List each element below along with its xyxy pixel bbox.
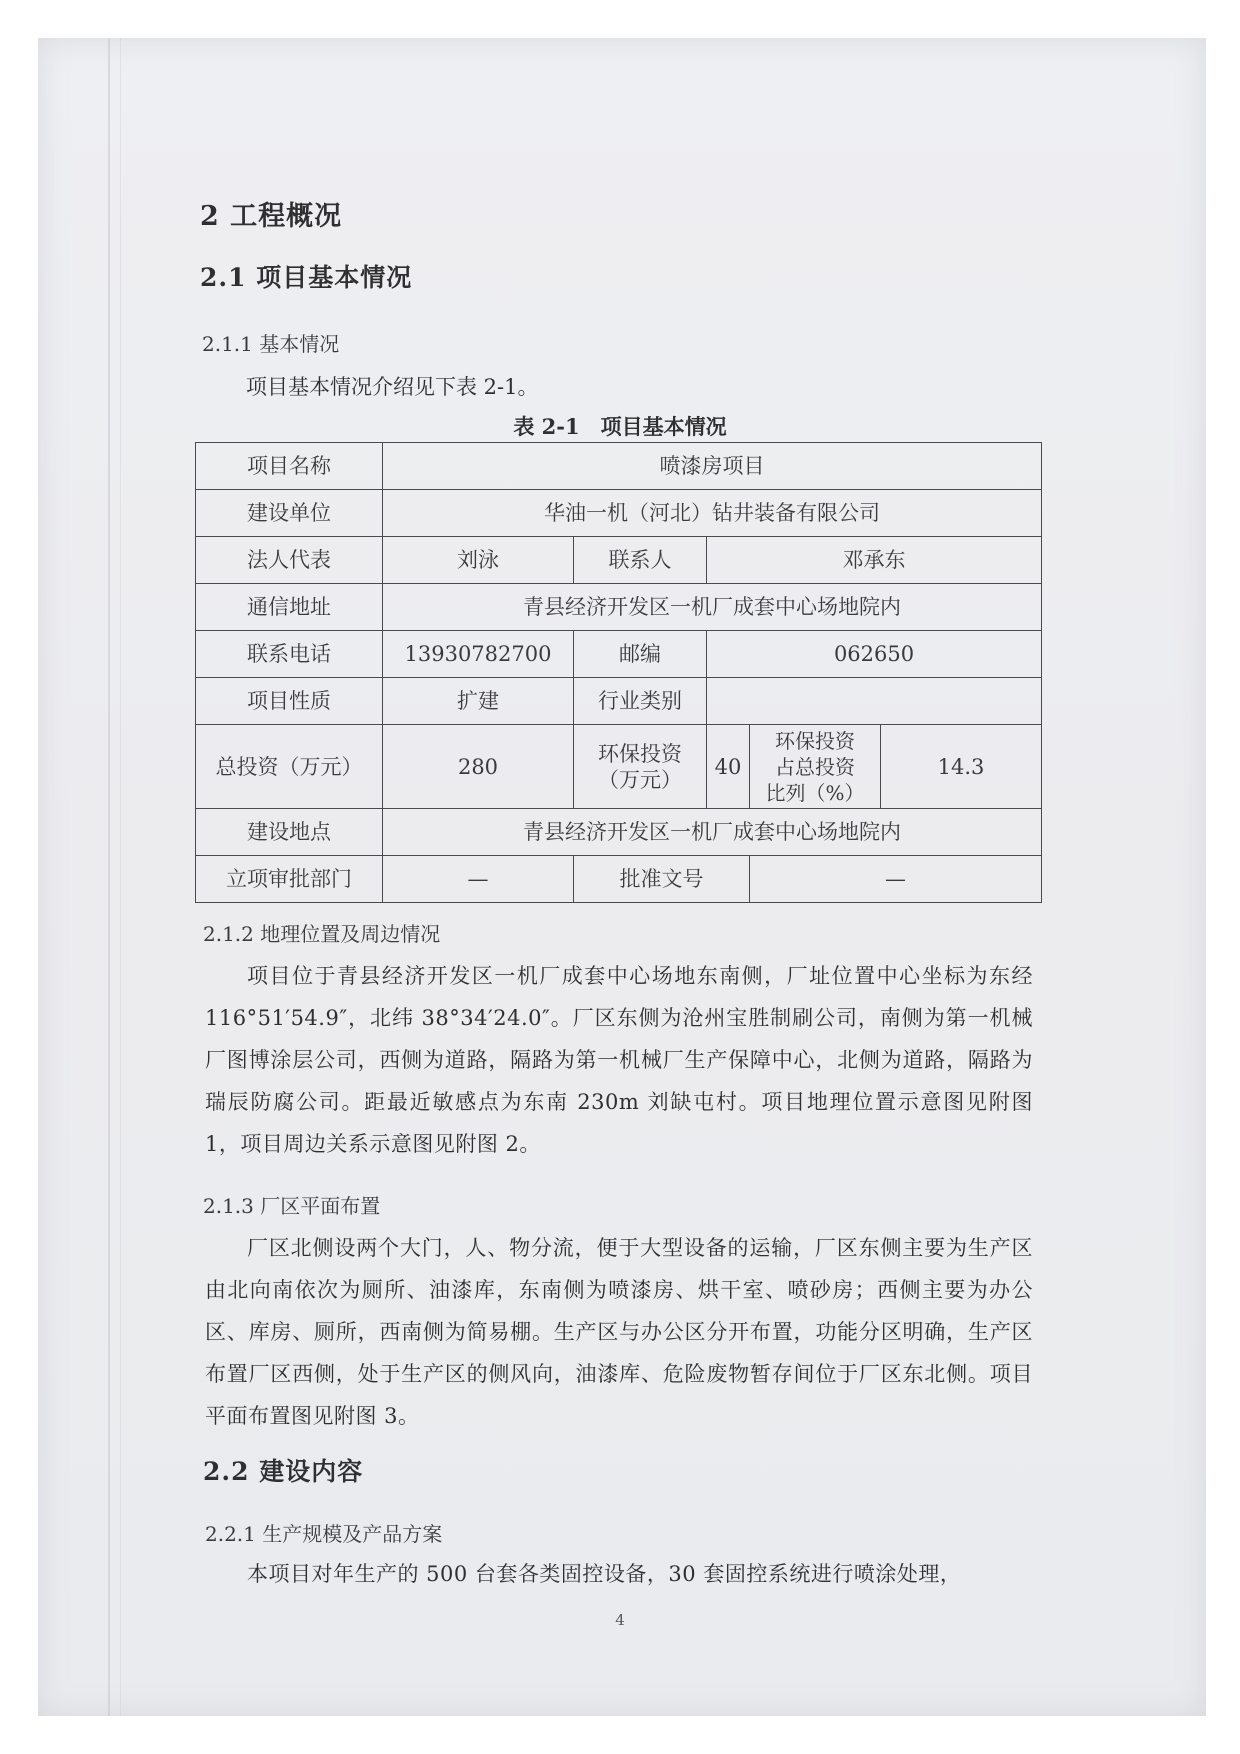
table-row — [196, 490, 1042, 537]
table-label-line: （万元） — [598, 767, 682, 792]
table-label-cell: 总投资（万元） — [196, 725, 383, 809]
table-label-line: 比列（%） — [765, 780, 865, 805]
table-row — [196, 856, 1042, 903]
table-value-cell: 13930782700 — [383, 631, 574, 678]
table-label-cell: 项目性质 — [196, 678, 383, 725]
subsection-title-2-1: 2.1 项目基本情况 — [200, 263, 413, 292]
table-value-cell: 40 — [707, 725, 750, 809]
paragraph-2-1-3: 厂区北侧设两个大门，人、物分流，便于大型设备的运输，厂区东侧主要为生产区由北向南依次为厕所、油漆库，东南侧为喷漆房、烘干室、喷砂房；西侧主要为办公区、库房、厕所，西南侧为简易棚。生产区与办公区分开布置，功能分区明确，生产区布置厂区西侧，处于生产区的侧风向，油漆库、危险废物暂存间位于厂区东北侧。项目平面布置图见附图 3。 — [205, 1236, 1033, 1428]
table-value-cell: 扩建 — [383, 678, 574, 725]
table-label-cell: 项目名称 — [196, 443, 383, 490]
table-label-cell: 联系人 — [574, 537, 707, 584]
heading-2-1-3: 2.1.3 厂区平面布置 — [203, 1194, 381, 1218]
table-label-cell: 建设单位 — [196, 490, 383, 537]
table-row — [196, 443, 1042, 490]
table-value-cell: 刘泳 — [383, 537, 574, 584]
table-label-cell: 邮编 — [574, 631, 707, 678]
table-label-cell: 行业类别 — [574, 678, 707, 725]
binding-line — [120, 38, 121, 1716]
table-label-line: 环保投资 — [775, 728, 855, 753]
table-label-cell: 立项审批部门 — [196, 856, 383, 903]
intro-paragraph: 项目基本情况介绍见下表 2-1。 — [246, 375, 539, 399]
table-label-cell — [750, 725, 881, 809]
table-value-cell: 青县经济开发区一机厂成套中心场地院内 — [383, 809, 1042, 856]
table-value-cell: 280 — [383, 725, 574, 809]
table-row — [196, 631, 1042, 678]
paragraph-2-2-1: 本项目对年生产的 500 台套各类固控设备，30 套固控系统进行喷涂处理， — [247, 1562, 962, 1586]
heading-2-2-1: 2.2.1 生产规模及产品方案 — [205, 1522, 443, 1546]
table-value-cell: 062650 — [707, 631, 1042, 678]
table-label-cell: 法人代表 — [196, 537, 383, 584]
table-value-cell: 华油一机（河北）钻井装备有限公司 — [383, 490, 1042, 537]
page-number: 4 — [615, 1611, 625, 1629]
paragraph-2-1-2: 项目位于青县经济开发区一机厂成套中心场地东南侧，厂址位置中心坐标为东经 116°51′54.9″，北纬 38°34′24.0″。厂区东侧为沧州宝胜制刷公司，南侧为第一机械厂图博涂层公司，西侧为道路，隔路为第一机械厂生产保障中心，北侧为道路，隔路为瑞辰防腐公司。距最近敏感点为东南 230m 刘缺屯村。项目地理位置示意图见附图 1，项目周边关系示意图见附图 2。 — [205, 964, 1033, 1156]
table-row — [196, 584, 1042, 631]
table-value-cell: 邓承东 — [707, 537, 1042, 584]
heading-2-1-2: 2.1.2 地理位置及周边情况 — [203, 922, 441, 946]
table-label-cell — [574, 725, 707, 809]
table-label-cell: 通信地址 — [196, 584, 383, 631]
project-info-table — [195, 442, 1042, 903]
table-row — [196, 537, 1042, 584]
binding-line — [108, 38, 110, 1716]
table-row — [196, 725, 1042, 809]
table-label-cell: 批准文号 — [574, 856, 750, 903]
table-value-cell: — — [383, 856, 574, 903]
table-caption: 表 2-1 项目基本情况 — [513, 414, 727, 439]
table-row — [196, 678, 1042, 725]
section-title: 2 工程概况 — [200, 201, 343, 232]
heading-2-1-1: 2.1.1 基本情况 — [202, 332, 340, 356]
table-value-cell: 青县经济开发区一机厂成套中心场地院内 — [383, 584, 1042, 631]
table-label-line: 环保投资 — [598, 741, 682, 766]
table-value-cell: 喷漆房项目 — [383, 443, 1042, 490]
table-label-line: 占总投资 — [775, 754, 855, 779]
table-label-cell: 联系电话 — [196, 631, 383, 678]
table-value-cell — [707, 678, 1042, 725]
table-value-cell: — — [750, 856, 1042, 903]
subsection-title-2-2: 2.2 建设内容 — [203, 1457, 364, 1486]
table-label-cell: 建设地点 — [196, 809, 383, 856]
table-row — [196, 809, 1042, 856]
table-value-cell: 14.3 — [881, 725, 1042, 809]
